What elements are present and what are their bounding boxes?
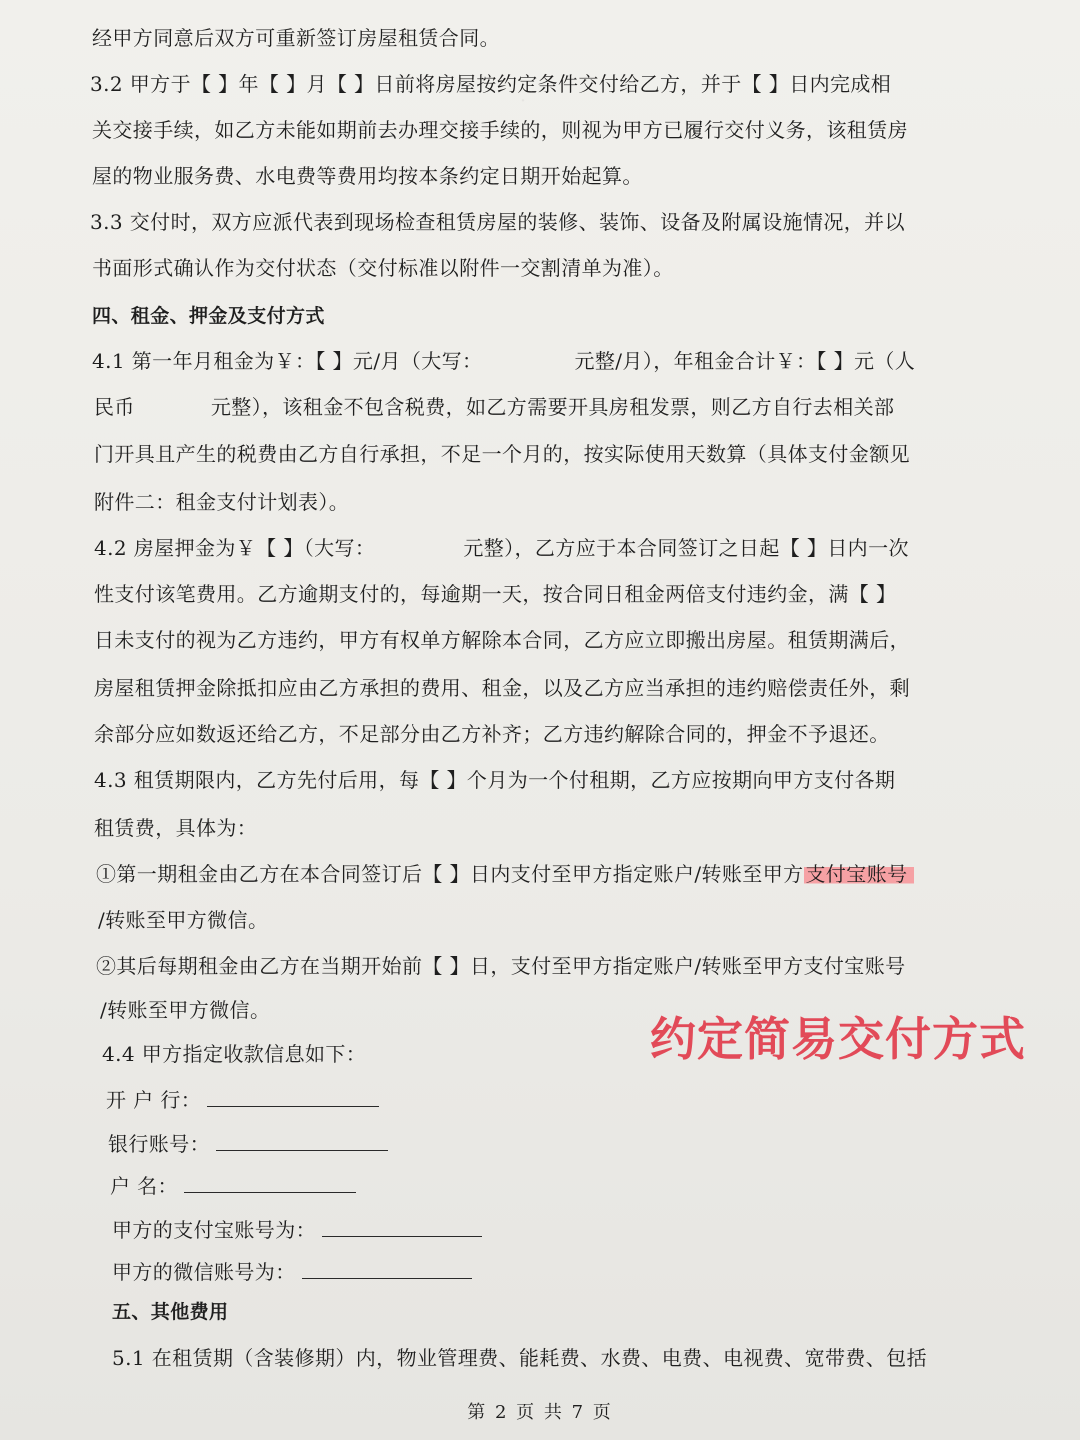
text-segment: 元整/月），年租金合计￥：【 】元（人 <box>574 349 916 373</box>
payment-item-1 <box>96 862 914 886</box>
text-line: 书面形式确认作为交付状态（交付标准以附件一交割清单为准）。 <box>92 256 674 280</box>
section-heading-rent: 四、租金、押金及支付方式 <box>92 305 325 327</box>
clause-4-2 <box>94 536 909 560</box>
text-line: 日未支付的视为乙方违约，甲方有权单方解除本合同，乙方应立即搬出房屋。租赁期满后， <box>94 628 910 652</box>
text-line: 房屋租赁押金除抵扣应由乙方承担的费用、租金，以及乙方应当承担的违约赔偿责任外，剩 <box>94 676 910 700</box>
name-label: 户 名： <box>110 1174 178 1198</box>
text-line: 性支付该笔费用。乙方逾期支付的，每逾期一天，按合同日租金两倍支付违约金，满【 】 <box>94 582 897 606</box>
text-line: 余部分应如数返还给乙方，不足部分由乙方补齐；乙方违约解除合同的，押金不予退还。 <box>94 722 890 746</box>
alipay-label: 甲方的支付宝账号为： <box>112 1218 316 1242</box>
wechat-label: 甲方的微信账号为： <box>112 1260 296 1284</box>
wechat-blank <box>302 1258 472 1279</box>
highlighted-alipay-account: 支付宝账号 <box>804 862 914 886</box>
text-line: 门开具且产生的税费由乙方自行承担，不足一个月的，按实际使用天数算（具体支付金额见 <box>94 442 910 466</box>
text-segment: 4.1 第一年月租金为￥：【 】元/月（大写： <box>92 349 483 373</box>
bank-field-row <box>106 1086 379 1112</box>
text-line: 租赁费，具体为： <box>94 816 258 840</box>
text-line: /转账至甲方微信。 <box>98 908 269 932</box>
wechat-field-row <box>112 1258 472 1284</box>
alipay-field-row <box>112 1216 482 1242</box>
account-label: 银行账号： <box>108 1132 210 1156</box>
clause-3-3: 3.3 交付时，双方应派代表到现场检查租赁房屋的装修、装饰、设备及附属设施情况，并以 <box>90 210 905 234</box>
text-line <box>94 395 894 419</box>
text-line: 关交接手续，如乙方未能如期前去办理交接手续的，则视为甲方已履行交付义务，该租赁房 <box>92 118 908 142</box>
clause-4-4: 4.4 甲方指定收款信息如下： <box>102 1042 367 1066</box>
clause-3-2: 3.2 甲方于【 】年【 】月【 】日前将房屋按约定条件交付给乙方，并于【 】日内完成相 <box>90 72 892 96</box>
section-heading-other-fees: 五、其他费用 <box>112 1301 229 1323</box>
text-segment: 4.2 房屋押金为￥【 】（大写： <box>94 536 376 560</box>
payment-item-2: ②其后每期租金由乙方在当期开始前【 】日，支付至甲方指定账户/转账至甲方支付宝账号 <box>96 954 906 978</box>
bank-blank <box>207 1086 379 1107</box>
text-segment: ①第一期租金由乙方在本合同签订后【 】日内支付至甲方指定账户/转账至甲方 <box>96 862 804 886</box>
account-field-row <box>108 1130 388 1156</box>
text-line: /转账至甲方微信。 <box>100 998 271 1022</box>
name-field-row <box>110 1172 356 1198</box>
text-line: 附件二：租金支付计划表）。 <box>94 490 350 514</box>
red-annotation: 约定简易交付方式 <box>650 1012 1026 1066</box>
clause-5-1: 5.1 在租赁期（含装修期）内，物业管理费、能耗费、水费、电费、电视费、宽带费、包括 <box>112 1346 927 1370</box>
page-footer: 第 2 页 共 7 页 <box>467 1402 613 1423</box>
text-line: 屋的物业服务费、水电费等费用均按本条约定日期开始起算。 <box>92 164 643 188</box>
text-segment: 元整），该租金不包含税费，如乙方需要开具房租发票，则乙方自行去相关部 <box>210 395 895 419</box>
text-line: 经甲方同意后双方可重新签订房屋租赁合同。 <box>92 26 500 50</box>
clause-4-1 <box>92 349 915 373</box>
text-segment: 民币 <box>94 395 135 419</box>
bank-label: 开 户 行： <box>106 1088 202 1112</box>
bleed-through: · <box>520 90 527 112</box>
text-segment: 元整），乙方应于本合同签订之日起【 】日内一次 <box>463 536 909 560</box>
name-blank <box>184 1172 356 1193</box>
alipay-blank <box>322 1216 482 1237</box>
account-blank <box>216 1130 388 1151</box>
clause-4-3: 4.3 租赁期限内，乙方先付后用，每【 】个月为一个付租期，乙方应按期向甲方支付各期 <box>94 768 896 792</box>
